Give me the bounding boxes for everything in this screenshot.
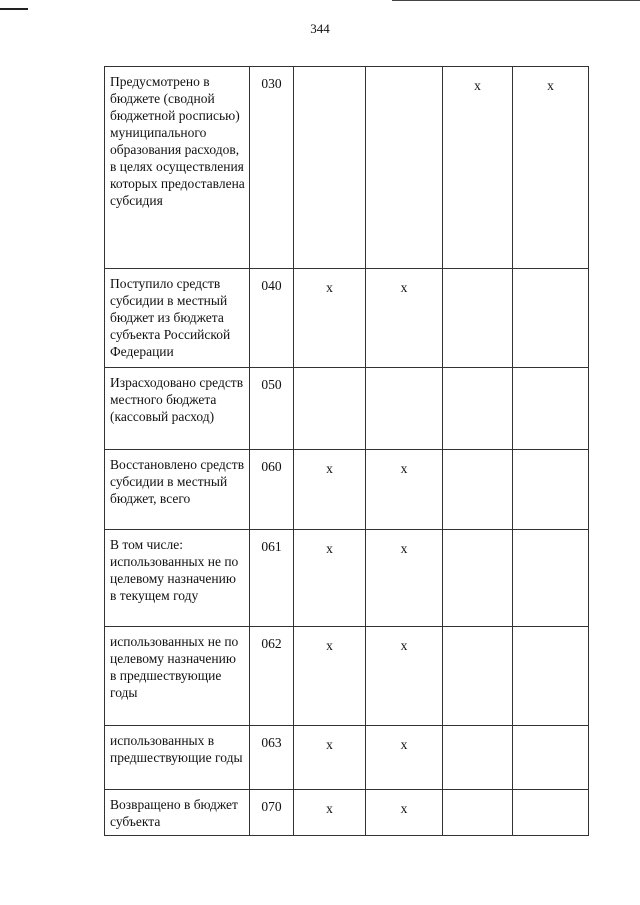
table-row (105, 368, 589, 450)
row-code: 040 (250, 269, 294, 368)
row-code: 061 (250, 530, 294, 627)
row-label: использованных не по целевому назначению в предшествующие годы (105, 627, 250, 726)
row-cell (513, 726, 589, 790)
report-table (104, 66, 589, 836)
row-cell (513, 627, 589, 726)
row-cell (513, 530, 589, 627)
row-label: Возвращено в бюджет субъекта (105, 790, 250, 836)
table-row (105, 726, 589, 790)
page-number: 344 (310, 21, 330, 36)
row-cell (443, 726, 513, 790)
row-cell: х (294, 450, 366, 530)
row-cell (443, 450, 513, 530)
row-code: 060 (250, 450, 294, 530)
row-code: 070 (250, 790, 294, 836)
row-cell (366, 67, 443, 269)
row-cell: х (366, 269, 443, 368)
row-cell (443, 269, 513, 368)
row-label: В том числе: использованных не по целевому назначению в текущем году (105, 530, 250, 627)
row-cell (513, 269, 589, 368)
table-row (105, 627, 589, 726)
row-cell (294, 67, 366, 269)
row-cell: х (294, 726, 366, 790)
row-label: Предусмотрено в бюджете (сводной бюджетной росписью) муниципального образования расходов, в целях осуществления которых предоставлена субсидия (105, 67, 250, 269)
row-code: 050 (250, 368, 294, 450)
row-cell (443, 530, 513, 627)
table-row (105, 67, 589, 269)
table-row (105, 530, 589, 627)
row-cell (443, 368, 513, 450)
row-label: Восстановлено средств субсидии в местный бюджет, всего (105, 450, 250, 530)
scan-edge-mark (0, 8, 28, 10)
row-cell: х (443, 67, 513, 269)
row-cell: х (366, 790, 443, 836)
row-cell: х (294, 790, 366, 836)
top-rule-line (392, 0, 640, 1)
row-code: 030 (250, 67, 294, 269)
row-cell (513, 790, 589, 836)
row-cell: х (513, 67, 589, 269)
row-cell: х (294, 269, 366, 368)
row-cell: х (366, 450, 443, 530)
row-code: 063 (250, 726, 294, 790)
row-cell (443, 627, 513, 726)
row-cell (366, 368, 443, 450)
row-cell (513, 368, 589, 450)
row-label: Поступило средств субсидии в местный бюджет из бюджета субъекта Российской Федерации (105, 269, 250, 368)
row-cell (443, 790, 513, 836)
row-label: использованных в предшествующие годы (105, 726, 250, 790)
table-row (105, 269, 589, 368)
row-cell: х (366, 627, 443, 726)
row-cell: х (294, 530, 366, 627)
row-cell: х (366, 530, 443, 627)
row-code: 062 (250, 627, 294, 726)
row-cell: х (294, 627, 366, 726)
row-cell: х (366, 726, 443, 790)
row-cell (294, 368, 366, 450)
table-row (105, 790, 589, 836)
row-label: Израсходовано средств местного бюджета (кассовый расход) (105, 368, 250, 450)
table-row (105, 450, 589, 530)
row-cell (513, 450, 589, 530)
